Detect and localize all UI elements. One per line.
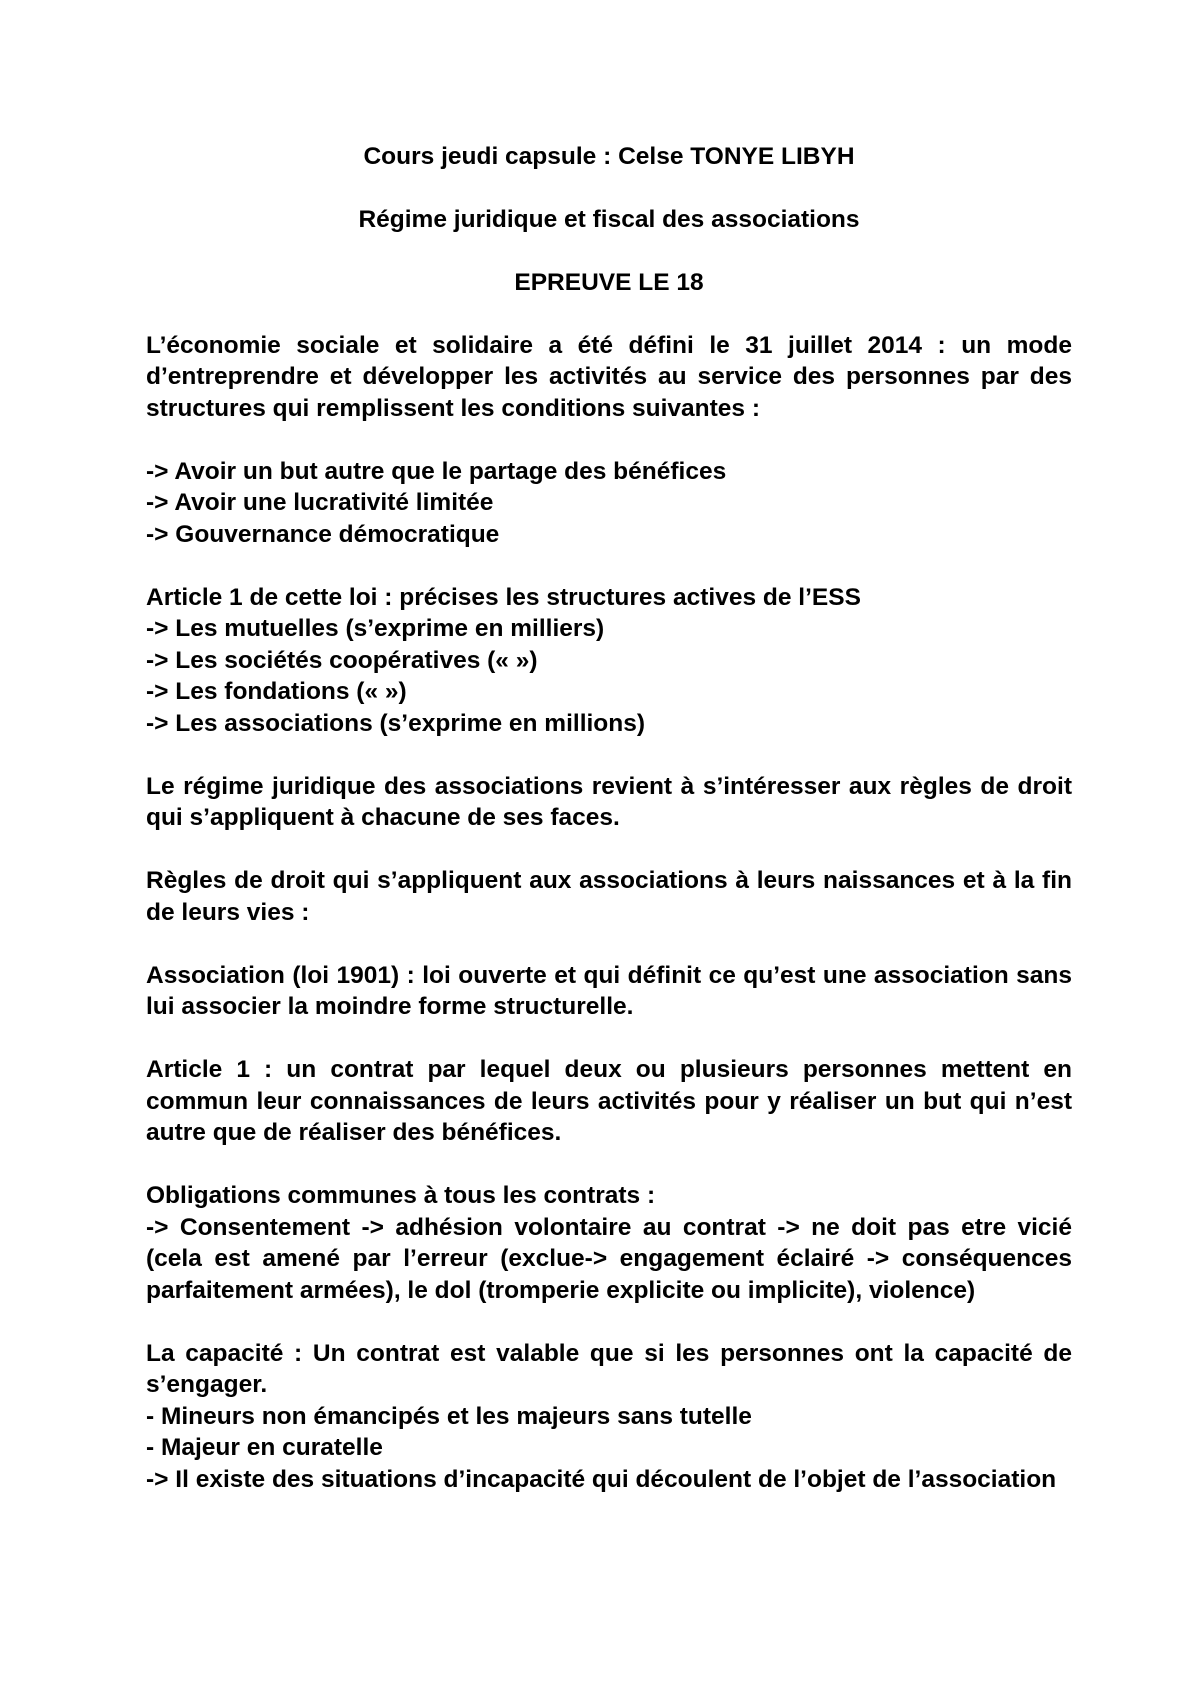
article1-definition: Article 1 : un contrat par lequel deux ou plusieurs personnes mettent en commun leur connaissances de leurs activités pour y réaliser un but qui n’est autre que de réaliser des bénéfices.	[146, 1056, 1072, 1146]
capacite-text: La capacité : Un contrat est valable que si les personnes ont la capacité de s’engager.	[146, 1339, 1072, 1398]
regles-paragraph: Règles de droit qui s’appliquent aux associations à leurs naissances et à la fin de leurs vies :	[146, 867, 1072, 926]
list-item: -> Gouvernance démocratique	[146, 520, 500, 548]
list-item: -> Les sociétés coopératives (« »)	[146, 646, 538, 674]
structures-section	[146, 582, 1072, 740]
conditions-list	[146, 456, 1072, 551]
document-body	[146, 141, 1072, 1527]
capacite-section	[146, 1338, 1072, 1496]
list-item: -> Les mutuelles (s’exprime en milliers)	[146, 615, 605, 642]
intro-paragraph: L’économie sociale et solidaire a été défini le 31 juillet 2014 : un mode d’entreprendre et développer les activités au service des personnes par des structures qui remplissent les conditions suivantes :	[146, 331, 1072, 422]
course-title: Cours jeudi capsule : Celse TONYE LIBYH	[363, 143, 855, 170]
obligations-section	[146, 1180, 1072, 1306]
list-item: - Majeur en curatelle	[146, 1434, 383, 1461]
list-item: -> Avoir un but autre que le partage des bénéfices	[146, 457, 727, 485]
list-item: -> Les fondations (« »)	[146, 678, 407, 705]
list-item: - Mineurs non émancipés et les majeurs sans tutelle	[146, 1402, 752, 1430]
association-law-paragraph: Association (loi 1901) : loi ouverte et qui définit ce qu’est une association sans lui associer la moindre forme structurelle.	[146, 961, 1072, 1020]
obligations-heading: Obligations communes à tous les contrats :	[146, 1182, 656, 1209]
obligations-text: -> Consentement -> adhésion volontaire au contrat -> ne doit pas etre vicié (cela est amené par l’erreur (exclue-> engagement éclairé -> conséquences parfaitement armées), le dol (tromperie explicite ou implicite), violence)	[146, 1213, 1072, 1304]
document-subtitle: Régime juridique et fiscal des associations	[358, 205, 860, 233]
exam-date: EPREUVE LE 18	[514, 269, 704, 296]
list-item: -> Avoir une lucrativité limitée	[146, 489, 494, 516]
list-item: -> Les associations (s’exprime en millions)	[146, 709, 646, 737]
capacite-note: -> Il existe des situations d’incapacité qui découlent de l’objet de l’association	[146, 1465, 1057, 1493]
article1-heading: Article 1 de cette loi : précises les structures actives de l’ESS	[146, 583, 861, 611]
regime-paragraph: Le régime juridique des associations revient à s’intéresser aux règles de droit qui s’appliquent à chacune de ses faces.	[146, 772, 1072, 831]
